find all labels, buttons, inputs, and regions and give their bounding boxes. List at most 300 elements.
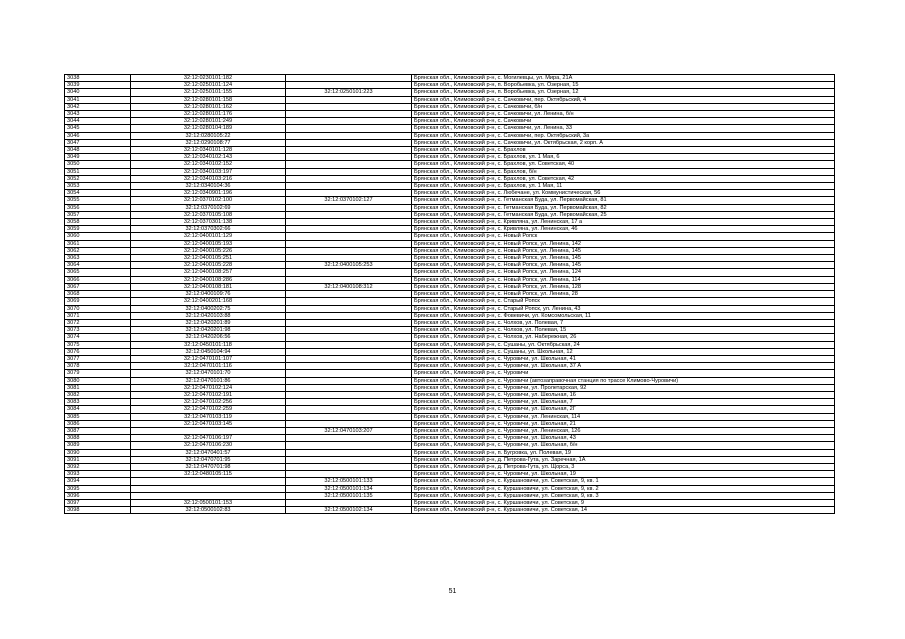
address-cell: Брянская обл., Климовский р-н, с. Брахлов, ул. Советская, 40 — [412, 161, 835, 168]
table-row — [65, 255, 835, 262]
cadastral-number-cell: 32:12:0500102:83 — [131, 507, 286, 514]
row-number-cell: 3065 — [65, 269, 131, 276]
address-cell: Брянская обл., Климовский р-н, с. Чуровичи, ул. Школьная, 16 — [412, 391, 835, 398]
row-number-cell: 3064 — [65, 262, 131, 269]
address-cell: Брянская обл., Климовский р-н, с. Новый Ропск, ул. Ленина, 145 — [412, 247, 835, 254]
linked-cadastral-number-cell — [286, 269, 412, 276]
row-number-cell: 3069 — [65, 298, 131, 305]
cadastral-number-cell — [131, 485, 286, 492]
cadastral-number-cell: 32:12:0400101:129 — [131, 233, 286, 240]
table-row — [65, 413, 835, 420]
table-row — [65, 384, 835, 391]
address-cell: Брянская обл., Климовский р-н, п. Бугровка, ул. Полевая, 19 — [412, 449, 835, 456]
address-cell: Брянская обл., Климовский р-н, с. Чуровичи, ул. Ленинская, 114 — [412, 413, 835, 420]
address-cell: Брянская обл., Климовский р-н, с. Гетманская Буда, ул. Первомайская, 81 — [412, 197, 835, 204]
row-number-cell: 3038 — [65, 75, 131, 82]
linked-cadastral-number-cell — [286, 456, 412, 463]
linked-cadastral-number-cell: 32:12:0500101:133 — [286, 478, 412, 485]
table-row — [65, 485, 835, 492]
linked-cadastral-number-cell — [286, 399, 412, 406]
row-number-cell: 3049 — [65, 154, 131, 161]
cadastral-number-cell: 32:12:0420206:56 — [131, 334, 286, 341]
table-row — [65, 175, 835, 182]
row-number-cell: 3075 — [65, 341, 131, 348]
address-cell: Брянская обл., Климовский р-н, с. Новый Ропск, ул. Ленина, 142 — [412, 240, 835, 247]
linked-cadastral-number-cell: 32:12:0470103:207 — [286, 427, 412, 434]
table-row — [65, 507, 835, 514]
registry-table-container — [64, 74, 834, 514]
cadastral-number-cell: 32:12:0480105:115 — [131, 471, 286, 478]
row-number-cell: 3050 — [65, 161, 131, 168]
address-cell: Брянская обл., Климовский р-н, с. Сачковичи, б/н — [412, 103, 835, 110]
linked-cadastral-number-cell — [286, 312, 412, 319]
cadastral-number-cell: 32:12:0400105:228 — [131, 262, 286, 269]
row-number-cell: 3046 — [65, 132, 131, 139]
row-number-cell: 3079 — [65, 370, 131, 377]
linked-cadastral-number-cell — [286, 147, 412, 154]
linked-cadastral-number-cell — [286, 219, 412, 226]
table-row — [65, 276, 835, 283]
cadastral-number-cell: 32:12:0370102:100 — [131, 197, 286, 204]
linked-cadastral-number-cell — [286, 118, 412, 125]
address-cell: Брянская обл., Климовский р-н, с. Брахлов, ул. Советская, 42 — [412, 175, 835, 182]
address-cell: Брянская обл., Климовский р-н, с. Сушаны, ул. Октябрьская, 24 — [412, 341, 835, 348]
cadastral-number-cell: 32:12:0470106:230 — [131, 442, 286, 449]
table-row — [65, 341, 835, 348]
address-cell: Брянская обл., Климовский р-н, с. Сачковичи, ул. Октябрьская, 2 корп. А — [412, 139, 835, 146]
linked-cadastral-number-cell — [286, 255, 412, 262]
address-cell: Брянская обл., Климовский р-н, с. Сачковичи, пер. Октябрьский, 4 — [412, 96, 835, 103]
table-row — [65, 427, 835, 434]
address-cell: Брянская обл., Климовский р-н, с. Новый Ропск, ул. Ленина, 128 — [412, 283, 835, 290]
linked-cadastral-number-cell — [286, 226, 412, 233]
linked-cadastral-number-cell — [286, 82, 412, 89]
cadastral-number-cell: 32:12:0470101:70 — [131, 370, 286, 377]
address-cell: Брянская обл., Климовский р-н, с. Куршановичи, ул. Советская, 9, кв. 1 — [412, 478, 835, 485]
linked-cadastral-number-cell — [286, 435, 412, 442]
row-number-cell: 3040 — [65, 89, 131, 96]
row-number-cell: 3041 — [65, 96, 131, 103]
address-cell: Брянская обл., Климовский р-н, с. Сачковичи, пер. Октябрьский, 3а — [412, 132, 835, 139]
row-number-cell: 3068 — [65, 291, 131, 298]
address-cell: Брянская обл., Климовский р-н, с. Кривляна, ул. Ленинская, 17 а — [412, 219, 835, 226]
address-cell: Брянская обл., Климовский р-н, с. Чуровичи, ул. Пролетарская, 92 — [412, 384, 835, 391]
address-cell: Брянская обл., Климовский р-н, с. Чуровичи (автозаправочная станция по трассе Климово-Чуровичи) — [412, 377, 835, 384]
row-number-cell: 3094 — [65, 478, 131, 485]
address-cell: Брянская обл., Климовский р-н, с. Чуровичи, ул. Школьная, б/н — [412, 442, 835, 449]
address-cell: Брянская обл., Климовский р-н, с. Брахлов — [412, 147, 835, 154]
linked-cadastral-number-cell — [286, 190, 412, 197]
address-cell: Брянская обл., Климовский р-н, с. Чолхов, ул. Полевая, 15 — [412, 327, 835, 334]
table-row — [65, 89, 835, 96]
cadastral-number-cell: 32:12:0400108:286 — [131, 276, 286, 283]
cadastral-number-cell: 32:12:0470101:86 — [131, 377, 286, 384]
row-number-cell: 3058 — [65, 219, 131, 226]
cadastral-number-cell: 32:12:0400105:226 — [131, 247, 286, 254]
cadastral-number-cell: 32:12:0280101:176 — [131, 111, 286, 118]
cadastral-number-cell: 32:12:0250101:155 — [131, 89, 286, 96]
cadastral-number-cell: 32:12:0470701:95 — [131, 456, 286, 463]
linked-cadastral-number-cell — [286, 276, 412, 283]
linked-cadastral-number-cell — [286, 168, 412, 175]
cadastral-number-cell — [131, 478, 286, 485]
linked-cadastral-number-cell — [286, 413, 412, 420]
cadastral-number-cell: 32:12:0420201:98 — [131, 327, 286, 334]
address-cell: Брянская обл., Климовский р-н, с. Чолхов, ул. Полевая, 7 — [412, 319, 835, 326]
cadastral-number-cell: 32:12:0280105:22 — [131, 132, 286, 139]
table-row — [65, 161, 835, 168]
table-row — [65, 420, 835, 427]
row-number-cell: 3056 — [65, 204, 131, 211]
address-cell: Брянская обл., Климовский р-н, с. Куршановичи, ул. Советская, 9, кв. 3 — [412, 492, 835, 499]
linked-cadastral-number-cell — [286, 370, 412, 377]
page-number: 51 — [448, 588, 457, 595]
table-row — [65, 75, 835, 82]
row-number-cell: 3093 — [65, 471, 131, 478]
row-number-cell: 3072 — [65, 319, 131, 326]
row-number-cell: 3087 — [65, 427, 131, 434]
linked-cadastral-number-cell — [286, 355, 412, 362]
table-row — [65, 305, 835, 312]
linked-cadastral-number-cell — [286, 103, 412, 110]
linked-cadastral-number-cell — [286, 154, 412, 161]
address-cell: Брянская обл., Климовский р-н, п. Воробьевка, ул. Озерная, 15 — [412, 82, 835, 89]
table-row — [65, 219, 835, 226]
table-row — [65, 471, 835, 478]
row-number-cell: 3060 — [65, 233, 131, 240]
address-cell: Брянская обл., Климовский р-н, с. Чуровичи, ул. Школьная, 41 — [412, 355, 835, 362]
address-cell: Брянская обл., Климовский р-н, с. Чуровичи — [412, 370, 835, 377]
table-row — [65, 168, 835, 175]
row-number-cell: 3043 — [65, 111, 131, 118]
row-number-cell: 3045 — [65, 125, 131, 132]
cadastral-number-cell: 32:12:0370301:138 — [131, 219, 286, 226]
table-row — [65, 240, 835, 247]
table-row — [65, 348, 835, 355]
linked-cadastral-number-cell: 32:12:0400105:253 — [286, 262, 412, 269]
table-row — [65, 327, 835, 334]
linked-cadastral-number-cell — [286, 211, 412, 218]
address-cell: Брянская обл., Климовский р-н, с. Чолхов, ул. Набережная, 26 — [412, 334, 835, 341]
linked-cadastral-number-cell — [286, 161, 412, 168]
row-number-cell: 3067 — [65, 283, 131, 290]
table-row — [65, 399, 835, 406]
cadastral-number-cell: 32:12:0470101:107 — [131, 355, 286, 362]
address-cell: Брянская обл., Климовский р-н, с. Новый Ропск, ул. Ленина, 28 — [412, 291, 835, 298]
table-row — [65, 154, 835, 161]
table-row — [65, 111, 835, 118]
table-row — [65, 478, 835, 485]
cadastral-number-cell: 32:12:0280101:158 — [131, 96, 286, 103]
row-number-cell: 3071 — [65, 312, 131, 319]
cadastral-number-cell: 32:12:0420201:89 — [131, 319, 286, 326]
table-row — [65, 334, 835, 341]
table-row — [65, 499, 835, 506]
cadastral-number-cell: 32:12:0470106:197 — [131, 435, 286, 442]
row-number-cell: 3078 — [65, 363, 131, 370]
cadastral-number-cell: 32:12:0280101:249 — [131, 118, 286, 125]
cadastral-number-cell: 32:12:0470102:124 — [131, 384, 286, 391]
linked-cadastral-number-cell — [286, 471, 412, 478]
cadastral-number-cell: 32:12:0340102:152 — [131, 161, 286, 168]
table-row — [65, 456, 835, 463]
row-number-cell: 3090 — [65, 449, 131, 456]
cadastral-number-cell: 32:12:0340102:143 — [131, 154, 286, 161]
address-cell: Брянская обл., Климовский р-н, с. Куршановичи, ул. Советская, 14 — [412, 507, 835, 514]
cadastral-number-cell: 32:12:0470103:119 — [131, 413, 286, 420]
row-number-cell: 3053 — [65, 183, 131, 190]
address-cell: Брянская обл., Климовский р-н, с. Брахлов, б/н — [412, 168, 835, 175]
cadastral-number-cell: 32:12:0420103:88 — [131, 312, 286, 319]
table-row — [65, 96, 835, 103]
linked-cadastral-number-cell — [286, 125, 412, 132]
address-cell: Брянская обл., Климовский р-н, с. Старый Ропск — [412, 298, 835, 305]
cadastral-number-cell: 32:12:0450101:118 — [131, 341, 286, 348]
linked-cadastral-number-cell — [286, 233, 412, 240]
cadastral-number-cell: 32:12:0340101:128 — [131, 147, 286, 154]
table-row — [65, 291, 835, 298]
cadastral-number-cell: 32:12:0400108:181 — [131, 283, 286, 290]
cadastral-number-cell: 32:12:0470701:98 — [131, 463, 286, 470]
table-row — [65, 247, 835, 254]
table-row — [65, 269, 835, 276]
address-cell: Брянская обл., Климовский р-н, с. Сачковичи, ул. Ленина, 33 — [412, 125, 835, 132]
row-number-cell: 3084 — [65, 406, 131, 413]
cadastral-number-cell: 32:12:0470103:145 — [131, 420, 286, 427]
table-row — [65, 183, 835, 190]
linked-cadastral-number-cell — [286, 391, 412, 398]
row-number-cell: 3057 — [65, 211, 131, 218]
row-number-cell: 3055 — [65, 197, 131, 204]
cadastral-number-cell: 32:12:0470101:116 — [131, 363, 286, 370]
cadastral-number-cell: 32:12:0400108:257 — [131, 269, 286, 276]
address-cell: Брянская обл., Климовский р-н, с. Новый Ропск, ул. Ленина, 124 — [412, 269, 835, 276]
linked-cadastral-number-cell — [286, 377, 412, 384]
table-row — [65, 363, 835, 370]
address-cell: Брянская обл., Климовский р-н, с. Могилевцы, ул. Мира, 21А — [412, 75, 835, 82]
table-row — [65, 355, 835, 362]
address-cell: Брянская обл., Климовский р-н, с. Новый Ропск, ул. Ленина, 114 — [412, 276, 835, 283]
table-row — [65, 118, 835, 125]
linked-cadastral-number-cell — [286, 449, 412, 456]
address-cell: Брянская обл., Климовский р-н, п. Воробьевка, ул. Озерная, 12 — [412, 89, 835, 96]
row-number-cell: 3085 — [65, 413, 131, 420]
cadastral-number-cell: 32:12:0370105:108 — [131, 211, 286, 218]
table-row — [65, 312, 835, 319]
address-cell: Брянская обл., Климовский р-н, с. Чуровичи, ул. Школьная, 7 — [412, 399, 835, 406]
linked-cadastral-number-cell — [286, 111, 412, 118]
table-row — [65, 370, 835, 377]
linked-cadastral-number-cell: 32:12:0500101:134 — [286, 485, 412, 492]
row-number-cell: 3044 — [65, 118, 131, 125]
cadastral-number-cell: 32:12:0340103:197 — [131, 168, 286, 175]
row-number-cell: 3097 — [65, 499, 131, 506]
address-cell: Брянская обл., Климовский р-н, с. Любечане, ул. Коммунистическая, 56 — [412, 190, 835, 197]
table-row — [65, 190, 835, 197]
row-number-cell: 3070 — [65, 305, 131, 312]
linked-cadastral-number-cell: 32:12:0400108:312 — [286, 283, 412, 290]
cadastral-number-cell: 32:12:0400105:251 — [131, 255, 286, 262]
address-cell: Брянская обл., Климовский р-н, с. Сачковичи, ул. Ленина, б/н — [412, 111, 835, 118]
table-row — [65, 226, 835, 233]
table-row — [65, 442, 835, 449]
row-number-cell: 3080 — [65, 377, 131, 384]
address-cell: Брянская обл., Климовский р-н, с. Чуровичи, ул. Школьная, 43 — [412, 435, 835, 442]
address-cell: Брянская обл., Климовский р-н, с. Фовевичи, ул. Комсомольская, 11 — [412, 312, 835, 319]
address-cell: Брянская обл., Климовский р-н, с. Старый Ропск, ул. Ленина, 43 — [412, 305, 835, 312]
table-row — [65, 463, 835, 470]
linked-cadastral-number-cell — [286, 139, 412, 146]
table-row — [65, 298, 835, 305]
cadastral-number-cell: 32:12:0370302:66 — [131, 226, 286, 233]
cadastral-number-cell: 32:12:0400202:75 — [131, 305, 286, 312]
row-number-cell: 3076 — [65, 348, 131, 355]
cadastral-number-cell: 32:12:0340901:196 — [131, 190, 286, 197]
address-cell: Брянская обл., Климовский р-н, с. Гетманская Буда, ул. Первомайская, 82 — [412, 204, 835, 211]
row-number-cell: 3077 — [65, 355, 131, 362]
address-cell: Брянская обл., Климовский р-н, с. Сачковичи — [412, 118, 835, 125]
row-number-cell: 3098 — [65, 507, 131, 514]
row-number-cell: 3073 — [65, 327, 131, 334]
table-row — [65, 204, 835, 211]
linked-cadastral-number-cell: 32:12:0500102:134 — [286, 507, 412, 514]
row-number-cell: 3062 — [65, 247, 131, 254]
table-row — [65, 262, 835, 269]
cadastral-number-cell: 32:12:0450104:94 — [131, 348, 286, 355]
linked-cadastral-number-cell — [286, 204, 412, 211]
address-cell: Брянская обл., Климовский р-н, с. Новый Ропск, ул. Ленина, 145 — [412, 262, 835, 269]
cadastral-number-cell: 32:12:0400105:193 — [131, 240, 286, 247]
row-number-cell: 3074 — [65, 334, 131, 341]
table-row — [65, 211, 835, 218]
row-number-cell: 3082 — [65, 391, 131, 398]
cadastral-number-cell: 32:12:0470102:191 — [131, 391, 286, 398]
linked-cadastral-number-cell — [286, 406, 412, 413]
table-row — [65, 283, 835, 290]
linked-cadastral-number-cell — [286, 75, 412, 82]
table-row — [65, 139, 835, 146]
address-cell: Брянская обл., Климовский р-н, с. Новый Ропск, ул. Ленина, 145 — [412, 255, 835, 262]
linked-cadastral-number-cell — [286, 175, 412, 182]
row-number-cell: 3081 — [65, 384, 131, 391]
table-row — [65, 197, 835, 204]
cadastral-number-cell: 32:12:0250101:124 — [131, 82, 286, 89]
row-number-cell: 3083 — [65, 399, 131, 406]
table-row — [65, 319, 835, 326]
row-number-cell: 3091 — [65, 456, 131, 463]
linked-cadastral-number-cell — [286, 420, 412, 427]
linked-cadastral-number-cell — [286, 240, 412, 247]
cadastral-number-cell: 32:12:0230101:182 — [131, 75, 286, 82]
table-row — [65, 435, 835, 442]
row-number-cell: 3052 — [65, 175, 131, 182]
linked-cadastral-number-cell — [286, 499, 412, 506]
address-cell: Брянская обл., Климовский р-н, с. Чуровичи, ул. Школьная, 37 А — [412, 363, 835, 370]
linked-cadastral-number-cell — [286, 348, 412, 355]
linked-cadastral-number-cell — [286, 442, 412, 449]
linked-cadastral-number-cell — [286, 247, 412, 254]
linked-cadastral-number-cell — [286, 132, 412, 139]
cadastral-number-cell — [131, 427, 286, 434]
row-number-cell: 3096 — [65, 492, 131, 499]
cadastral-number-cell: 32:12:0340103:216 — [131, 175, 286, 182]
row-number-cell: 3047 — [65, 139, 131, 146]
cadastral-number-cell: 32:12:0280101:162 — [131, 103, 286, 110]
registry-table-body — [65, 75, 835, 514]
linked-cadastral-number-cell — [286, 291, 412, 298]
table-row — [65, 147, 835, 154]
cadastral-number-cell: 32:12:0400109:76 — [131, 291, 286, 298]
cadastral-number-cell: 32:12:0290108:77 — [131, 139, 286, 146]
table-row — [65, 449, 835, 456]
address-cell: Брянская обл., Климовский р-н, с. Чуровичи, ул. Школьная, 19 — [412, 471, 835, 478]
row-number-cell: 3054 — [65, 190, 131, 197]
row-number-cell: 3059 — [65, 226, 131, 233]
row-number-cell: 3095 — [65, 485, 131, 492]
cadastral-number-cell: 32:12:0470102:259 — [131, 406, 286, 413]
address-cell: Брянская обл., Климовский р-н, с. Сушаны, ул. Школьная, 12 — [412, 348, 835, 355]
address-cell: Брянская обл., Климовский р-н, с. Куршановичи, ул. Советская, 9, кв. 2 — [412, 485, 835, 492]
row-number-cell: 3066 — [65, 276, 131, 283]
linked-cadastral-number-cell: 32:12:0250101:223 — [286, 89, 412, 96]
linked-cadastral-number-cell — [286, 305, 412, 312]
cadastral-number-cell: 32:12:0370102:69 — [131, 204, 286, 211]
address-cell: Брянская обл., Климовский р-н, с. Новый Ропск — [412, 233, 835, 240]
address-cell: Брянская обл., Климовский р-н, с. Чуровичи, ул. Ленинская, 126 — [412, 427, 835, 434]
cadastral-number-cell — [131, 492, 286, 499]
linked-cadastral-number-cell — [286, 341, 412, 348]
cadastral-number-cell: 32:12:0470401:57 — [131, 449, 286, 456]
linked-cadastral-number-cell — [286, 327, 412, 334]
table-row — [65, 132, 835, 139]
linked-cadastral-number-cell — [286, 384, 412, 391]
cadastral-number-cell: 32:12:0280104:189 — [131, 125, 286, 132]
row-number-cell: 3086 — [65, 420, 131, 427]
cadastral-number-cell: 32:12:0470102:256 — [131, 399, 286, 406]
registry-table — [64, 74, 835, 514]
row-number-cell: 3039 — [65, 82, 131, 89]
table-row — [65, 406, 835, 413]
cadastral-number-cell: 32:12:0340104:36 — [131, 183, 286, 190]
row-number-cell: 3042 — [65, 103, 131, 110]
address-cell: Брянская обл., Климовский р-н, с. Кривляна, ул. Ленинская, 46 — [412, 226, 835, 233]
table-row — [65, 82, 835, 89]
address-cell: Брянская обл., Климовский р-н, с. Чуровичи, ул. Школьная, 2Г — [412, 406, 835, 413]
linked-cadastral-number-cell: 32:12:0500101:135 — [286, 492, 412, 499]
linked-cadastral-number-cell — [286, 334, 412, 341]
linked-cadastral-number-cell — [286, 96, 412, 103]
address-cell: Брянская обл., Климовский р-н, д. Петрова-Гута, ул. Щорса, 3 — [412, 463, 835, 470]
table-row — [65, 125, 835, 132]
linked-cadastral-number-cell — [286, 463, 412, 470]
row-number-cell: 3063 — [65, 255, 131, 262]
linked-cadastral-number-cell — [286, 183, 412, 190]
linked-cadastral-number-cell: 32:12:0370102:127 — [286, 197, 412, 204]
row-number-cell: 3092 — [65, 463, 131, 470]
linked-cadastral-number-cell — [286, 363, 412, 370]
table-row — [65, 377, 835, 384]
row-number-cell: 3089 — [65, 442, 131, 449]
cadastral-number-cell: 32:12:0400201:168 — [131, 298, 286, 305]
address-cell: Брянская обл., Климовский р-н, д. Петрова-Гута, ул. Заречная, 1А — [412, 456, 835, 463]
linked-cadastral-number-cell — [286, 298, 412, 305]
address-cell: Брянская обл., Климовский р-н, с. Куршановичи, ул. Советская, 9 — [412, 499, 835, 506]
table-row — [65, 492, 835, 499]
cadastral-number-cell: 32:12:0500101:153 — [131, 499, 286, 506]
address-cell: Брянская обл., Климовский р-н, с. Брахлов, ул. 1 Мая, 6 — [412, 154, 835, 161]
table-row — [65, 391, 835, 398]
linked-cadastral-number-cell — [286, 319, 412, 326]
